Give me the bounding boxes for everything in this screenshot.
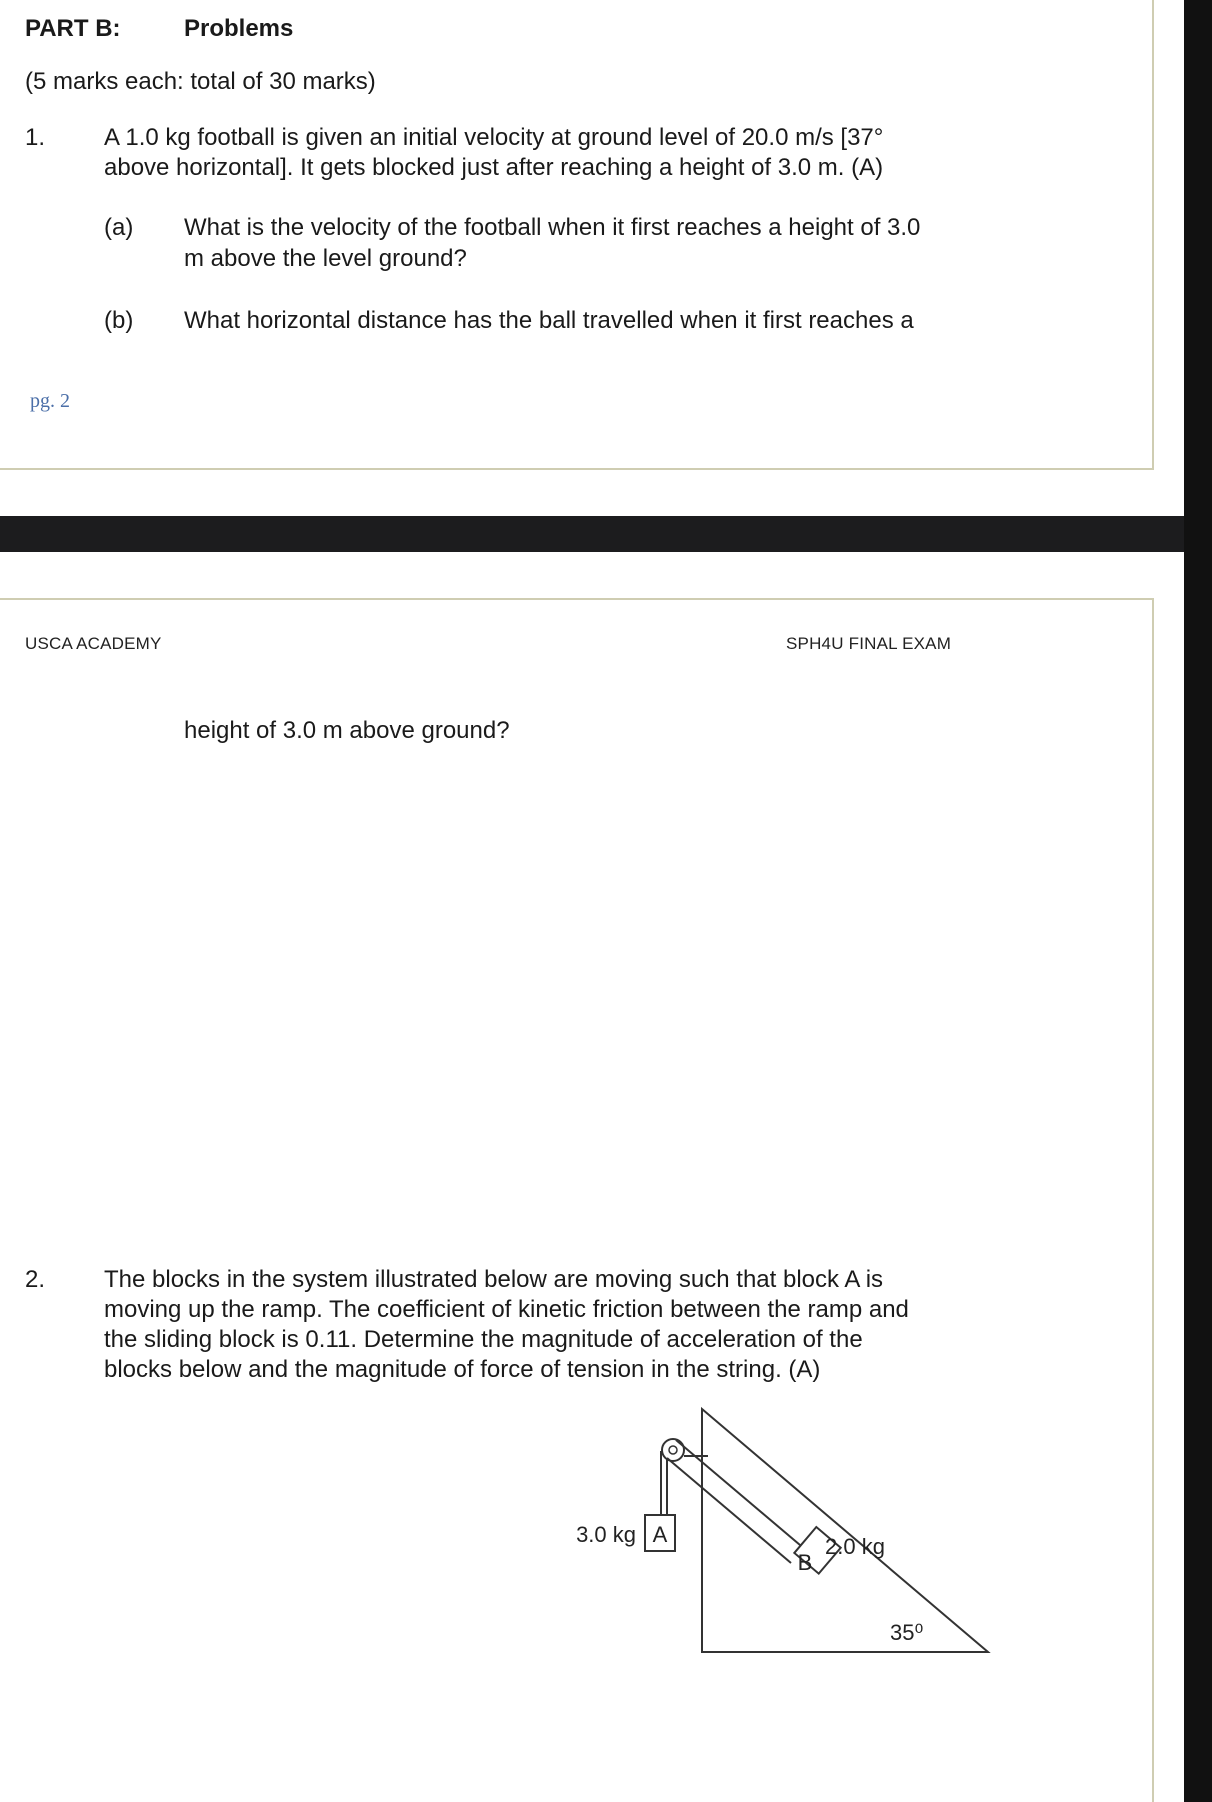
question-1-line-2: above horizontal]. It gets blocked just after reaching a height of 3.0 m. (A) [104,154,884,181]
string-lower [667,1458,791,1563]
pulley-icon [662,1439,684,1461]
marks-note: (5 marks each: total of 30 marks) [25,68,376,95]
question-2-line-1: The blocks in the system illustrated below are moving such that block A is [104,1266,884,1293]
question-1-number: 1. [25,124,46,151]
question-1b-line-2: height of 3.0 m above ground? [184,717,510,744]
question-2-line-4: blocks below and the magnitude of force of tension in the string. (A) [104,1356,821,1383]
block-b-mass: 2.0 kg [825,1534,885,1559]
question-1a-line-2: m above the level ground? [184,245,467,272]
ramp-triangle [702,1409,988,1652]
school-header: USCA ACADEMY [25,634,162,653]
question-2-line-2: moving up the ramp. The coefficient of kinetic friction between the ramp and [104,1296,909,1323]
part-b-title: Problems [184,15,294,42]
question-1b-line-1: What horizontal distance has the ball travelled when it first reaches a [184,307,914,334]
question-1-line-1: A 1.0 kg football is given an initial velocity at ground level of 20.0 m/s [37° [104,124,884,151]
window-edge [1184,0,1212,1802]
block-a-label: A [652,1522,668,1547]
question-1b-label: (b) [104,307,134,334]
block-b-label: B [797,1550,813,1575]
part-b-label: PART B: [25,15,121,42]
exam-page-2 [0,552,1184,1802]
question-1a-label: (a) [104,214,134,241]
question-1a-line-1: What is the velocity of the football when it first reaches a height of 3.0 [184,214,921,241]
exam-page-1 [0,0,1184,516]
ramp-pulley-diagram [0,552,1184,1802]
ramp-angle: 35⁰ [890,1620,924,1645]
question-2-line-3: the sliding block is 0.11. Determine the magnitude of acceleration of the [104,1326,863,1353]
string-upper [676,1440,800,1545]
question-2-number: 2. [25,1266,46,1293]
block-a-mass: 3.0 kg [576,1522,636,1547]
page-number: pg. 2 [30,390,70,412]
exam-header: SPH4U FINAL EXAM [786,634,952,653]
